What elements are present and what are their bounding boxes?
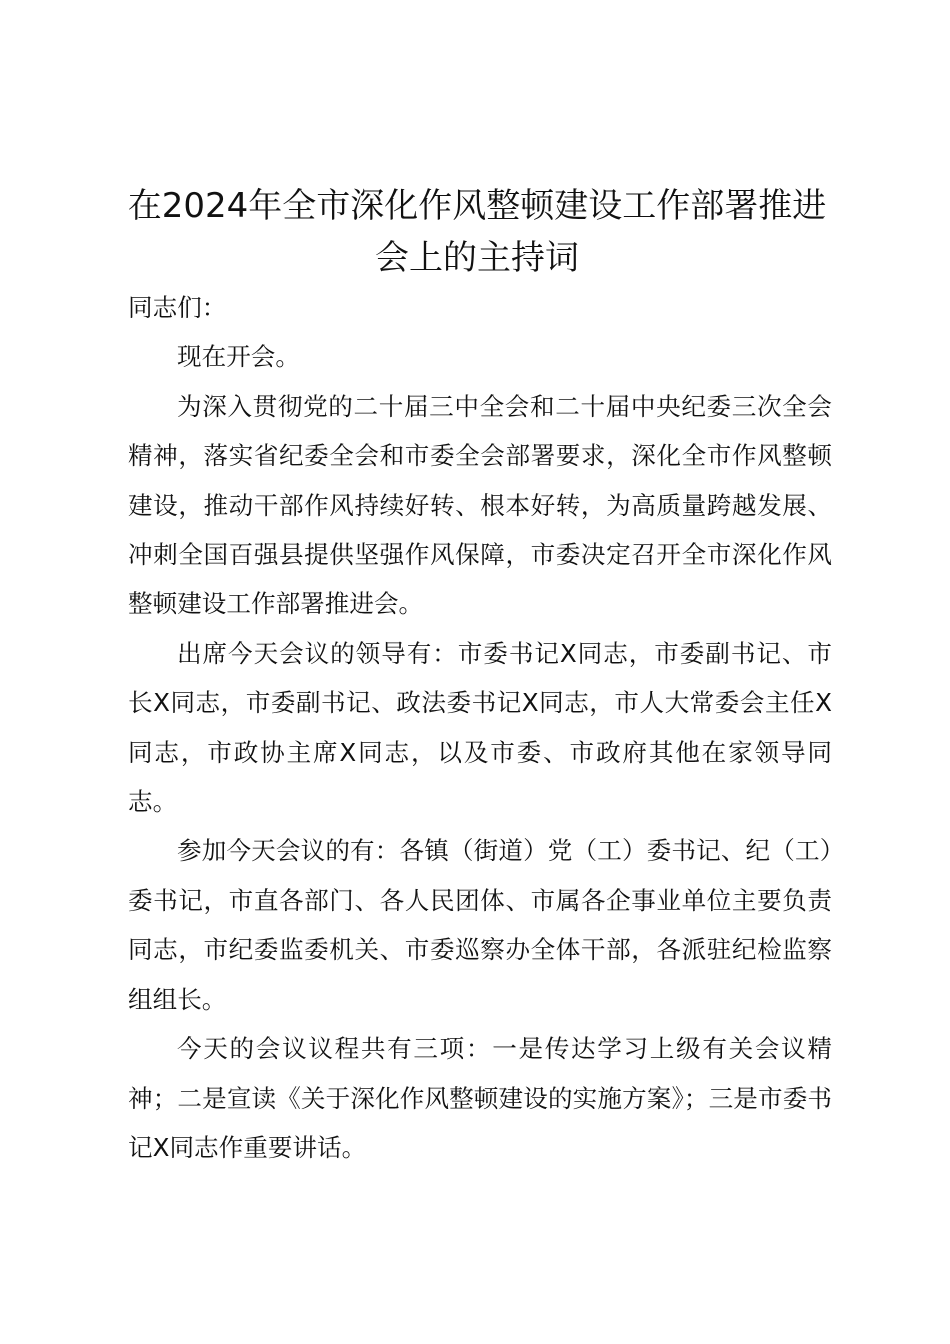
paragraph-opening: 现在开会。 <box>177 342 300 372</box>
paragraph-attending-leaders: 出席今天会议的领导有：市委书记X同志，市委副书记、市长X同志，市委副书记、政法委书记X同志，市人大常委会主任X同志，市政协主席X同志，以及市委、市政府其他在家领导同志。 <box>128 638 832 817</box>
paragraph-participants: 参加今天会议的有：各镇（街道）党（工）委书记、纪（工）委书记，市直各部门、各人民团体、市属各企事业单位主要负责同志，市纪委监委机关、市委巡察办全体干部，各派驻纪检监察组组长。 <box>128 836 832 1014</box>
paragraph-agenda: 今天的会议议程共有三项：一是传达学习上级有关会议精神；二是宣读《关于深化作风整顿建设的实施方案》；三是市委书记X同志作重要讲话。 <box>128 1034 832 1162</box>
document-body <box>128 283 832 1172</box>
document-title: 在2024年全市深化作风整顿建设工作部署推进会上的主持词 <box>127 186 827 278</box>
salutation: 同志们： <box>128 293 227 322</box>
paragraph-purpose: 为深入贯彻党的二十届三中全会和二十届中央纪委三次全会精神，落实省纪委全会和市委全会部署要求，深化全市作风整顿建设，推动干部作风持续好转、根本好转，为高质量跨越发展、冲刺全国百强县提供坚强作风保障，市委决定召开全市深化作风整顿建设工作部署推进会。 <box>128 391 832 619</box>
